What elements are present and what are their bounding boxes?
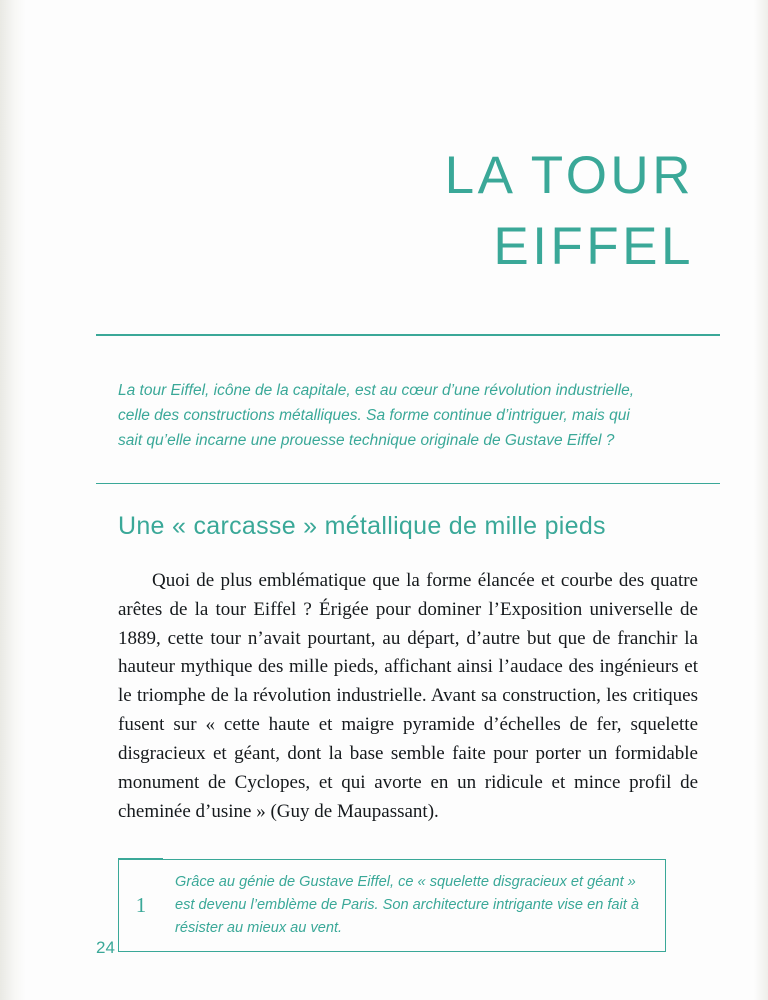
title-line-1: LA TOUR	[444, 146, 694, 205]
figure-number: 1	[118, 858, 163, 952]
divider-above-intro	[96, 334, 720, 336]
body-paragraph: Quoi de plus emblématique que la forme élancée et courbe des quatre arêtes de la tour Eiffel ? Érigée pour dominer l’Exposition universelle de 1889, cette tour n’avait pourtant, au départ, d’autre but que de franchir la hauteur mythique des mille pieds, affichant ainsi l’audace des ingénieurs et le triomphe de la révolution industrielle. Avant sa construction, les critiques fusent sur « cette haute et maigre pyramide d’échelles de fer, squelette disgracieux et géant, dont la base semble faite pour porter un formidable monument de Cyclopes, et qui avorte en un ridicule et mince profil de cheminée d’usine » (Guy de Maupassant).	[118, 569, 698, 822]
page-number: 24	[96, 938, 115, 957]
figure-caption-text: Grâce au génie de Gustave Eiffel, ce « squelette disgracieux et géant » est devenu l’emblème de Paris. Son architecture intrigante vise en fait à résister au mieux au vent.	[175, 873, 640, 936]
section-heading: Une « carcasse » métallique de mille pieds	[118, 511, 606, 540]
page-title	[96, 0, 712, 282]
title-line-2: EIFFEL	[493, 217, 694, 277]
divider-below-intro	[96, 483, 720, 484]
intro-paragraph: La tour Eiffel, icône de la capitale, est au cœur d’une révolution industrielle, celle des constructions métalliques. Sa forme continue d’intriguer, mais qui sait qu’elle incarne une prouesse technique originale de Gustave Eiffel ?	[118, 381, 635, 449]
figure-caption-box	[118, 859, 666, 952]
page-content	[96, 0, 712, 1000]
